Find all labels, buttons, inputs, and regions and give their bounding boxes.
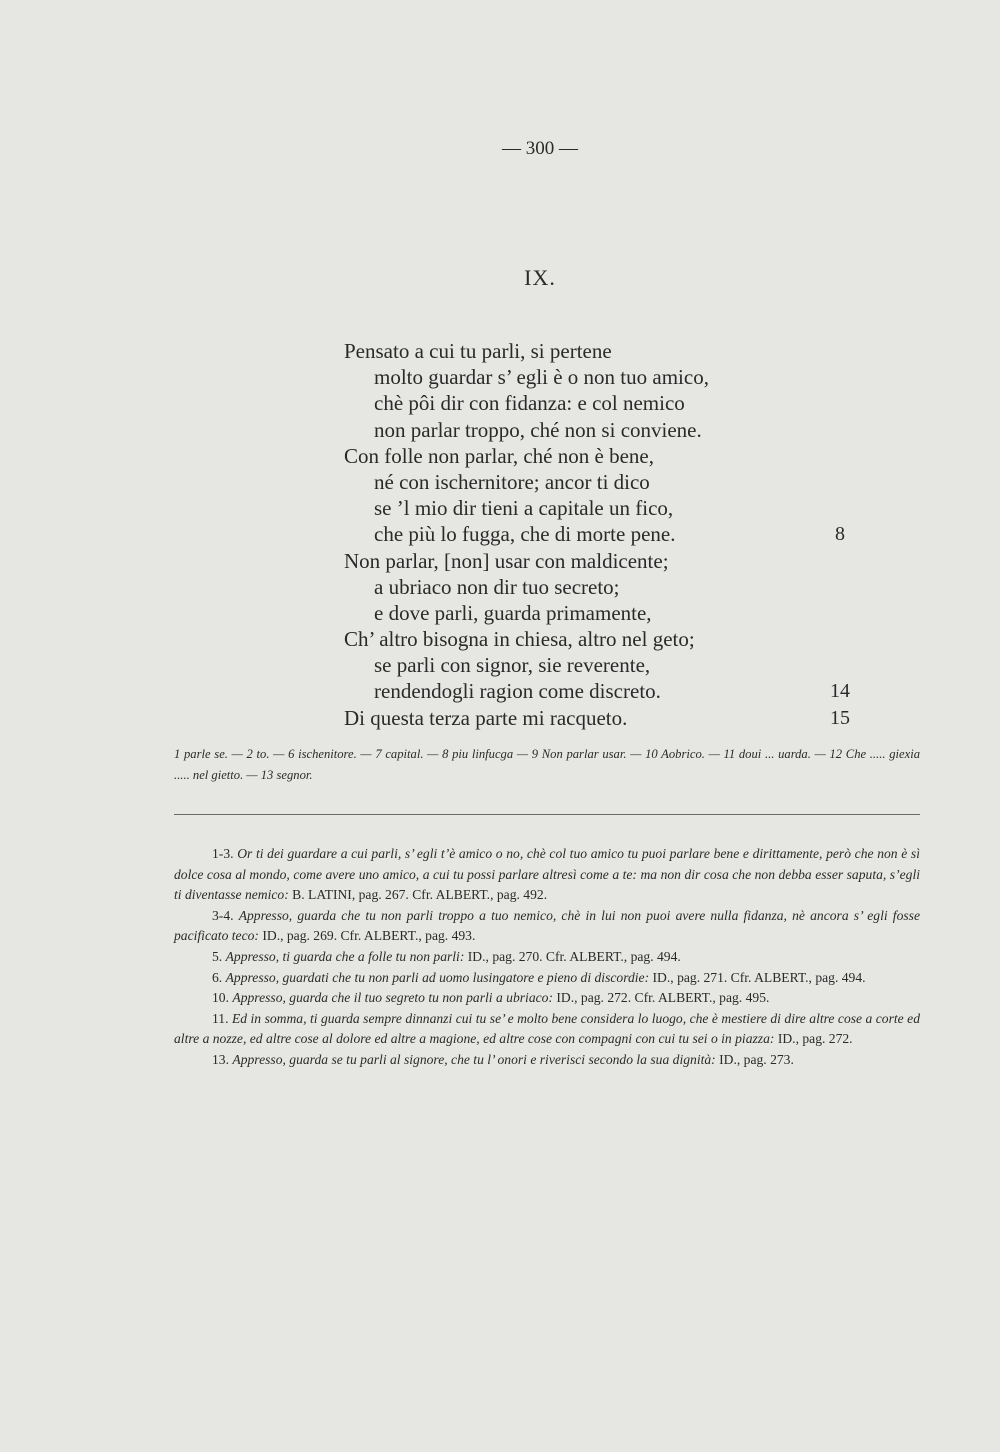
note-quote: Ed in somma, ti guarda sempre dinnanzi cui tu se’ e molto bene considera lo luogo, che è mestiere di dire altre cose a corte ed altre a nozze, ed altre cose al dolore ed altre a magione, ed altre cose con compagni con cui tu sei o in piazza: [174, 1010, 920, 1047]
verse-text: se ’l mio dir tieni a capitale un fico, [374, 496, 674, 521]
note-source: ID., pag. 271. Cfr. ALBERT., pag. 494. [652, 969, 866, 985]
note-quote: Appresso, guardati che tu non parli ad uomo lusingatore e pieno di discordie: [225, 969, 650, 985]
verse-text: molto guardar s’ egli è o non tuo amico, [374, 365, 709, 390]
verse-line [344, 443, 864, 469]
note-quote: Or ti dei guardare a cui parli, s’ egli t’è amico o no, chè col tuo amico tu puoi parlare bene e dirittamente, però che non è sì dolce cosa al mondo, come avere uno amico, a cui tu possi parlare altresì come a te: ma non dir cosa che non debba esser saputa, s’egli ti diventasse nemico: [174, 846, 920, 903]
note-reference: 1-3. [212, 846, 234, 861]
verse-line [344, 338, 864, 364]
note-quote: Appresso, ti guarda che a folle tu non parli: [225, 948, 465, 964]
verse-text: a ubriaco non dir tuo secreto; [374, 574, 620, 599]
verse-text: se parli con signor, sie reverente, [374, 653, 651, 678]
commentary-note [174, 1009, 920, 1050]
verse-line [344, 417, 864, 443]
note-reference: 3-4. [212, 907, 234, 923]
commentary-note [174, 988, 920, 1009]
commentary-note [174, 1050, 920, 1071]
note-quote: Appresso, guarda che tu non parli troppo a tuo nemico, chè in lui non puoi avere nulla fidanza, nè ancora s’ egli fosse pacificato teco: [174, 907, 920, 944]
verse-line [344, 364, 864, 390]
verse-line [344, 652, 864, 678]
note-source: B. LATINI, pag. 267. Cfr. ALBERT., pag. 492. [292, 887, 548, 903]
note-source: ID., pag. 270. Cfr. ALBERT., pag. 494. [467, 948, 681, 964]
note-quote: Appresso, guarda se tu parli al signore, che tu l’ onori e riverisci secondo la sua dignità: [232, 1051, 716, 1067]
verse-line [344, 548, 864, 574]
verse-line [344, 469, 864, 495]
verse-number: 8 [835, 523, 845, 546]
verse-line [344, 574, 864, 600]
verse-line [344, 495, 864, 521]
verse-number: 14 [830, 680, 850, 703]
note-source: ID., pag. 273. [719, 1051, 794, 1067]
commentary [174, 844, 920, 1071]
verse-text: Non parlar, [non] usar con maldicente; [344, 548, 669, 573]
note-reference: 10. [212, 990, 229, 1006]
note-reference: 11. [212, 1010, 229, 1026]
note-source: ID., pag. 272. [777, 1031, 853, 1047]
verse-text: non parlar troppo, ché non si conviene. [374, 417, 702, 442]
note-source: ID., pag. 269. Cfr. ALBERT., pag. 493. [262, 928, 476, 944]
verse-line [344, 600, 864, 626]
verse-line [344, 390, 864, 416]
verse-text: Pensato a cui tu parli, si pertene [344, 339, 612, 363]
verse-line [344, 678, 864, 704]
divider [174, 814, 920, 815]
note-reference: 13. [212, 1051, 229, 1067]
verse-line [344, 521, 864, 547]
verse-text: Di questa terza parte mi racqueto. [344, 705, 628, 730]
poem [344, 338, 864, 731]
textual-variants: 1 parle se. — 2 to. — 6 ischenitore. — 7 capital. — 8 piu linfucga — 9 Non parlar usar. — 10 Aobrico. — 11 doui ... uarda. — 12 Che ..... giexia ..... nel gietto. — 13 segnor. [174, 747, 920, 782]
note-reference: 6. [212, 969, 223, 985]
verse-text: che più lo fugga, che di morte pene. [374, 522, 676, 547]
note-source: ID., pag. 272. Cfr. ALBERT., pag. 495. [556, 990, 770, 1006]
commentary-note [174, 906, 920, 947]
verse-number: 15 [830, 706, 850, 729]
note-quote: Appresso, guarda che il tuo segreto tu non parli a ubriaco: [232, 990, 553, 1006]
note-reference: 5. [212, 948, 223, 964]
verse-text: rendendogli ragion come discreto. [374, 679, 661, 704]
verse-text: e dove parli, guarda primamente, [374, 600, 652, 625]
verse-text: Ch’ altro bisogna in chiesa, altro nel geto; [344, 627, 695, 652]
verse-line [344, 626, 864, 652]
verse-text: né con ischernitore; ancor ti dico [374, 469, 650, 494]
commentary-note [174, 844, 920, 906]
verse-text: Con folle non parlar, ché non è bene, [344, 443, 654, 468]
commentary-note [174, 947, 920, 968]
commentary-note [174, 968, 920, 989]
page-number: — 300 — [502, 138, 578, 159]
verse-line [344, 705, 864, 731]
verse-text: chè pôi dir con fidanza: e col nemico [374, 391, 685, 416]
section-title: IX. [524, 265, 556, 290]
